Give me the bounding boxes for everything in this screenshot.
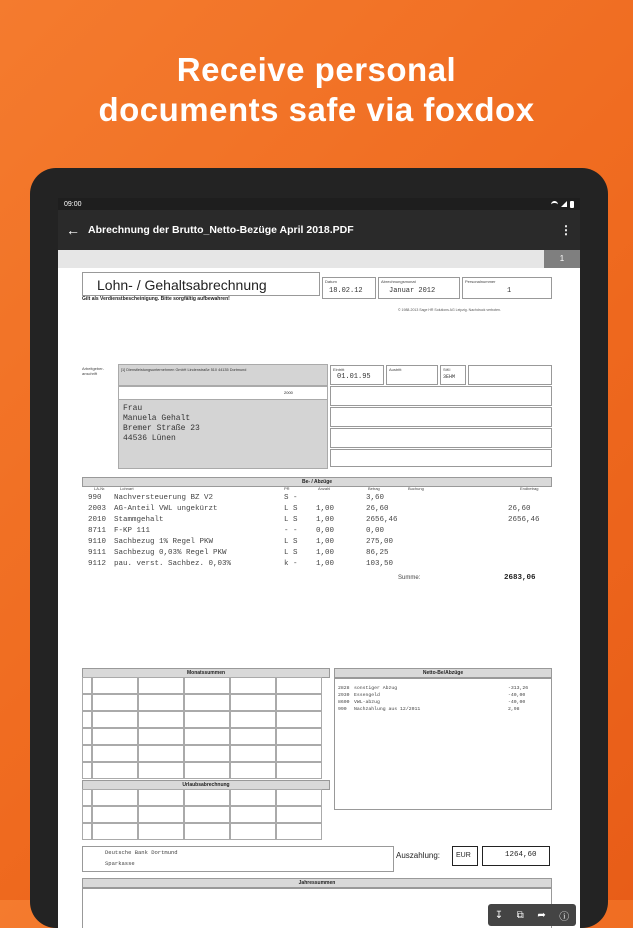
grid-cell: [184, 823, 230, 840]
bezuege-cell-name: pau. verst. Sachbez. 0,03%: [114, 560, 232, 568]
col-la-nr: LA-Nr.: [94, 486, 106, 491]
bank-name: Deutsche Bank Dortmund: [105, 849, 178, 856]
heading-box: [82, 272, 320, 296]
pdf-action-bar: [488, 904, 576, 926]
stkl-label: StKl: [443, 367, 451, 372]
grid-cell: [138, 745, 184, 762]
bezuege-cell-pr: - -: [284, 527, 298, 535]
grid-cell: [138, 789, 184, 806]
grid-cell: [138, 806, 184, 823]
status-bar: [58, 198, 580, 210]
grid-cell: [138, 728, 184, 745]
bezuege-cell-anz: 1,00: [316, 538, 335, 546]
overflow-menu-icon[interactable]: ⋮: [560, 223, 572, 237]
netto-row: [338, 686, 544, 693]
bezuege-cell-betrag: 3,60: [366, 494, 385, 502]
datum-box: [322, 277, 376, 299]
bezuege-cell-pr: L S: [284, 516, 298, 524]
grid-cell: [230, 711, 276, 728]
grid-cell: [82, 789, 92, 806]
urlaub-header: Urlaubsabrechnung: [82, 780, 330, 790]
grid-cell: [230, 806, 276, 823]
bezuege-cell-betrag: 0,00: [366, 527, 385, 535]
bezuege-header: Be- / Abzüge: [82, 477, 552, 487]
tablet-screen: [58, 198, 580, 928]
bezuege-cell-nr: 8711: [88, 527, 107, 535]
grid-cell: [184, 711, 230, 728]
netto-cell-nr: 8600: [338, 700, 350, 705]
netto-header: Netto-Be/Abzüge: [334, 668, 552, 678]
bezuege-row: [88, 560, 568, 570]
bezuege-cell-betrag: 2656,46: [366, 516, 398, 524]
sparkasse-name: Sparkasse: [105, 860, 135, 867]
kirche-row: [330, 407, 552, 427]
headline-line-1: Receive personal: [176, 51, 457, 88]
grid-cell: [82, 728, 92, 745]
grid-cell: [230, 745, 276, 762]
monatssummen-header: Monatssummen: [82, 668, 330, 678]
grid-cell: [184, 806, 230, 823]
grid-cell: [184, 677, 230, 694]
bezuege-cell-pr: k -: [284, 560, 298, 568]
netto-cell-nr: 990: [338, 707, 347, 712]
summe-label: Summe:: [398, 575, 421, 581]
netto-row: [338, 707, 544, 714]
grid-cell: [276, 728, 322, 745]
grid-cell: [92, 711, 138, 728]
pnr-value: 1: [507, 287, 512, 295]
stkl-box: [440, 365, 466, 385]
austritt-label: Austritt: [389, 367, 402, 372]
company-box: [118, 364, 328, 386]
bezuege-cell-betrag: 275,00: [366, 538, 394, 546]
grid-cell: [138, 823, 184, 840]
recipient-box: [118, 399, 328, 469]
grid-cell: [82, 806, 92, 823]
bezuege-cell-betrag: 86,25: [366, 549, 389, 557]
netto-cell-nr: 2828: [338, 686, 350, 691]
doc-copyright: © 1988-2013 Sage HR Solutions AG Leipzig. Nachdruck verboten.: [398, 308, 501, 312]
netto-cell-betrag: -313,26: [508, 686, 529, 691]
currency: EUR: [456, 852, 471, 859]
bezuege-cell-pr: L S: [284, 549, 298, 557]
bezuege-cell-anz: 1,00: [316, 549, 335, 557]
status-time: 09:00: [64, 200, 82, 208]
document-title: Abrechnung der Brutto_Netto-Bezüge April 2018.PDF: [88, 224, 354, 236]
grid-cell: [184, 789, 230, 806]
pdf-page[interactable]: [58, 268, 580, 928]
bezuege-cell-pr: L S: [284, 538, 298, 546]
bezuege-cell-nr: 9111: [88, 549, 107, 557]
bezuege-row: [88, 505, 568, 515]
recipient-address: [123, 404, 200, 444]
bezuege-cell-end: 2656,46: [508, 516, 540, 524]
grid-cell: [92, 728, 138, 745]
grid-cell: [184, 762, 230, 779]
bezuege-row: [88, 494, 568, 504]
grid-cell: [82, 745, 92, 762]
grid-cell: [230, 728, 276, 745]
bezuege-cell-nr: 9110: [88, 538, 107, 546]
bezuege-cell-nr: 990: [88, 494, 102, 502]
eintritt-box: [330, 365, 384, 385]
headline-line-2: documents safe via foxdox: [98, 91, 535, 128]
grid-cell: [92, 806, 138, 823]
page-number-badge: 1: [544, 250, 580, 268]
grid-cell: [276, 823, 322, 840]
grid-cell: [276, 745, 322, 762]
netto-cell-nr: 2930: [338, 693, 350, 698]
doc-heading: Lohn- / Gehaltsabrechnung: [97, 277, 267, 293]
grid-cell: [276, 762, 322, 779]
grid-cell: [92, 694, 138, 711]
status-icons: [551, 201, 574, 208]
auszahlung-box: [482, 846, 550, 866]
grid-cell: [230, 694, 276, 711]
eintritt-label: Eintritt: [333, 367, 345, 372]
monat-label: Abrechnungsmonat: [381, 279, 416, 284]
grid-cell: [276, 677, 322, 694]
grid-cell: [92, 789, 138, 806]
summe-value: 2683,06: [504, 574, 536, 582]
grid-cell: [92, 762, 138, 779]
bank-box: [82, 846, 394, 872]
grid-cell: [92, 745, 138, 762]
tablet-frame: [30, 168, 608, 928]
monat-value: Januar 2012: [389, 287, 436, 295]
grid-cell: [82, 711, 92, 728]
netto-cell-betrag: -40,00: [508, 693, 526, 698]
bezuege-cell-pr: L S: [284, 505, 298, 513]
auszahlung-value: 1264,60: [505, 851, 537, 859]
col-betrag: Betrag: [368, 486, 380, 491]
bezuege-cell-name: Sachbezug 0,03% Regel PKW: [114, 549, 227, 557]
grid-cell: [276, 711, 322, 728]
stkl-value: 3EHM: [443, 374, 456, 380]
col-buchung: Buchung: [408, 486, 424, 491]
open-external-icon[interactable]: ⧉: [516, 909, 524, 921]
monat-box: [378, 277, 460, 299]
grid-cell: [276, 694, 322, 711]
col-endbetrag: Endbetrag: [520, 486, 539, 491]
grid-cell: [230, 762, 276, 779]
netto-cell-name: VWL-abzug: [354, 700, 380, 705]
grid-cell: [184, 745, 230, 762]
grid-cell: [138, 711, 184, 728]
grid-cell: [138, 762, 184, 779]
pnr-label: Personalnummer: [465, 279, 496, 284]
bezuege-cell-nr: 9112: [88, 560, 107, 568]
promo-headline: [0, 50, 633, 130]
doc-subheading: Gilt als Verdienstbescheinigung. Bitte sorgfältig aufbewahren!: [82, 296, 230, 302]
grid-cell: [184, 728, 230, 745]
col-pr: PR: [284, 486, 290, 491]
netto-cell-name: sonstiger Abzug: [354, 686, 398, 691]
bezuege-cell-nr: 2010: [88, 516, 107, 524]
datum-label: Datum: [325, 279, 337, 284]
arbeitgeber-label: Arbeitgeber-anschrift: [82, 366, 105, 376]
bezuege-row: [88, 538, 568, 548]
jahres-box: [82, 888, 552, 928]
netto-cell-betrag: 2,98: [508, 707, 520, 712]
download-icon[interactable]: ↧: [494, 909, 504, 921]
grid-cell: [82, 823, 92, 840]
address-line: 44536 Lünen: [123, 434, 176, 443]
bezuege-row: [88, 549, 568, 559]
bezuege-row: [88, 527, 568, 537]
bezuege-cell-anz: 1,00: [316, 505, 335, 513]
back-arrow-icon[interactable]: ←: [66, 222, 80, 238]
grid-cell: [276, 789, 322, 806]
col-anzahl: Anzahl: [318, 486, 331, 491]
company-code-box: [118, 386, 328, 400]
signal-icon: [561, 201, 567, 207]
grid-cell: [230, 677, 276, 694]
bezuege-cell-anz: 1,00: [316, 516, 335, 524]
address-line: Frau: [123, 404, 143, 413]
grid-cell: [92, 823, 138, 840]
grid-cell: [276, 806, 322, 823]
bezuege-columns: [82, 486, 552, 493]
grid-cell: [82, 762, 92, 779]
company-line: [1] Dienstleistungsunternehmen GmbH Lindenstraße 510 44135 Dortmund: [121, 368, 247, 372]
datum-value: 18.02.12: [329, 287, 363, 295]
netto-row: [338, 693, 544, 700]
grid-cell: [230, 789, 276, 806]
bezuege-cell-name: Nachversteuerung BZ V2: [114, 494, 214, 502]
bezuege-cell-anz: 1,00: [316, 560, 335, 568]
jahres-header: Jahressummen: [82, 878, 552, 888]
auszahlung-label: Auszahlung:: [396, 851, 441, 860]
address-line: Manuela Gehalt: [123, 414, 191, 423]
bezuege-cell-pr: S -: [284, 494, 298, 502]
company-code: 2000: [284, 390, 293, 395]
eintritt-value: 01.01.95: [337, 373, 371, 381]
freibetrag-row: [330, 386, 552, 406]
austritt-box: [386, 365, 438, 385]
netto-cell-name: Essengeld: [354, 693, 380, 698]
bezuege-row: [88, 516, 568, 526]
info-box-blank: [468, 365, 552, 385]
bezuege-cell-name: F-KP 111: [114, 527, 151, 535]
netto-cell-betrag: -40,00: [508, 700, 526, 705]
netto-cell-name: Nachzahlung aus 12/2011: [354, 707, 421, 712]
address-line: Bremer Straße 23: [123, 424, 200, 433]
bezuege-cell-end: 26,60: [508, 505, 531, 513]
info-icon[interactable]: ⓘ: [559, 911, 570, 923]
bezuege-cell-name: Stammgehalt: [114, 516, 164, 524]
wifi-icon: [551, 201, 558, 208]
currency-box: [452, 846, 478, 866]
battery-icon: [570, 201, 574, 208]
kasse-row: [330, 428, 552, 448]
grid-cell: [230, 823, 276, 840]
grid-cell: [138, 694, 184, 711]
col-lohnart: Lohnart: [120, 486, 134, 491]
grid-cell: [82, 694, 92, 711]
netto-row: [338, 700, 544, 707]
grid-cell: [184, 694, 230, 711]
grid-cell: [82, 677, 92, 694]
grid-cell: [92, 677, 138, 694]
app-bar: [58, 210, 580, 250]
info-row-blank: [330, 449, 552, 467]
bezuege-cell-name: AG-Anteil VWL ungekürzt: [114, 505, 218, 513]
bezuege-cell-anz: 0,00: [316, 527, 335, 535]
grid-cell: [138, 677, 184, 694]
share-icon[interactable]: ➦: [537, 909, 546, 921]
bezuege-cell-name: Sachbezug 1% Regel PKW: [114, 538, 214, 546]
pnr-box: [462, 277, 552, 299]
bezuege-cell-betrag: 26,60: [366, 505, 389, 513]
bezuege-cell-nr: 2003: [88, 505, 107, 513]
bezuege-cell-betrag: 103,50: [366, 560, 394, 568]
